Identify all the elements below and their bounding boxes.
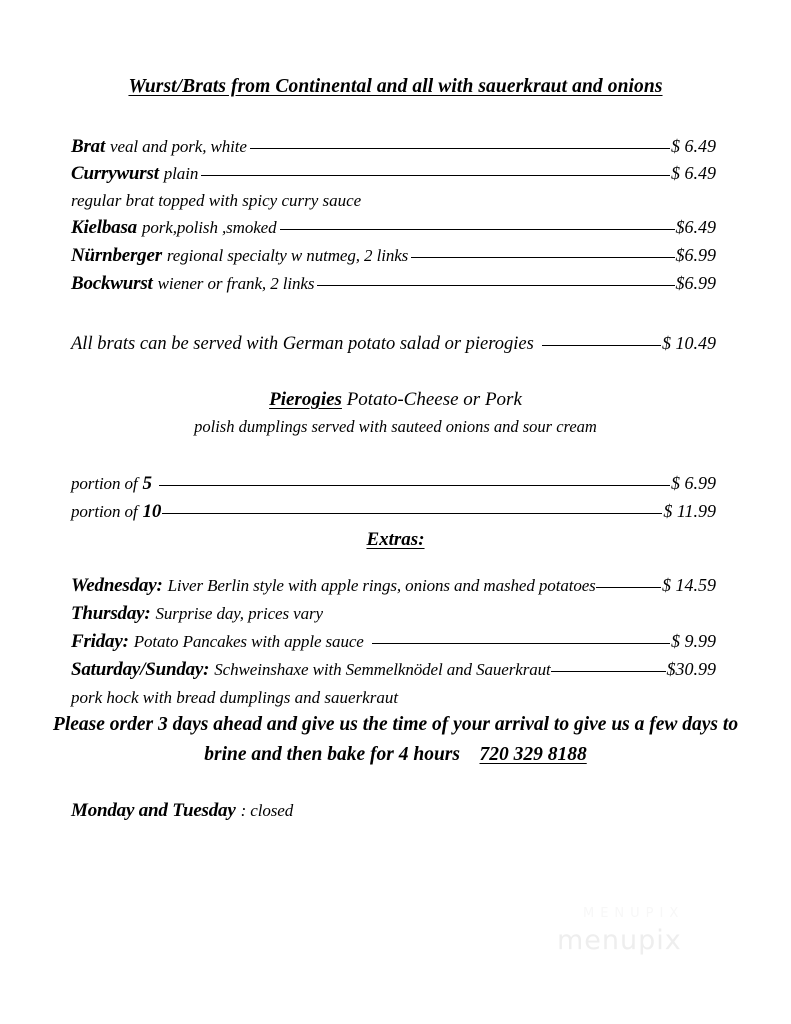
watermark-menupix: menupix <box>557 925 682 956</box>
menu-item-nurnberger <box>71 245 716 267</box>
extras-day: Friday: <box>71 631 129 652</box>
closing-line-2 <box>0 744 791 766</box>
extras-item-wednesday <box>71 575 716 597</box>
item-name: Currywurst <box>71 163 159 184</box>
pierogies-subnote-wrap <box>0 417 791 437</box>
all-brats-text: All brats can be served with German potato salad or pierogies <box>71 334 534 354</box>
pierogies-subnote: polish dumplings served with sauteed onions and sour cream <box>194 417 597 436</box>
extras-day: Wednesday: <box>71 575 163 596</box>
item-description: pork,polish ,smoked <box>141 218 277 237</box>
menu-item-kielbasa <box>71 217 716 239</box>
pierogies-heading <box>0 389 791 411</box>
item-description: veal and pork, white <box>110 137 247 156</box>
menu-item-currywurst <box>71 163 716 185</box>
page-title <box>0 76 791 98</box>
extras-description: Potato Pancakes with apple sauce <box>133 632 364 651</box>
leader-line <box>250 148 670 149</box>
item-price: $6.49 <box>675 217 716 237</box>
page-title-text: Wurst/Brats from Continental and all with sauerkraut and onions <box>128 76 663 97</box>
extras-description: Schweinshaxe with Semmelknödel and Sauerkraut <box>214 660 551 679</box>
portion-label: portion of <box>71 474 138 493</box>
item-name: Bockwurst <box>71 273 153 294</box>
closing-line-2-text: brine and then bake for 4 hours <box>204 744 460 765</box>
menu-item-bockwurst <box>71 273 716 295</box>
extras-heading: Extras: <box>366 529 425 550</box>
extras-item-thursday <box>71 603 323 625</box>
leader-line <box>159 485 670 486</box>
item-name: Kielbasa <box>71 217 137 238</box>
extras-price: $ 14.59 <box>662 575 716 595</box>
leader-line <box>162 513 662 514</box>
item-name: Nürnberger <box>71 245 162 266</box>
all-brats-row <box>71 333 716 355</box>
leader-line <box>201 175 670 176</box>
leader-line <box>542 345 661 346</box>
saturday-note: pork hock with bread dumplings and sauerkraut <box>71 688 399 707</box>
extras-heading-wrap <box>0 529 791 551</box>
item-description: wiener or frank, 2 links <box>157 274 315 293</box>
item-description: plain <box>163 164 199 183</box>
extras-price: $30.99 <box>666 659 716 679</box>
hours-line <box>71 800 293 822</box>
item-price: $6.99 <box>675 273 716 293</box>
extras-item-saturday-sunday <box>71 659 716 681</box>
extras-item-friday <box>71 631 716 653</box>
extras-day: Saturday/Sunday: <box>71 659 210 680</box>
pierogies-heading-bold: Pierogies <box>269 389 342 410</box>
phone-number[interactable]: 720 329 8188 <box>479 744 587 765</box>
extras-day: Thursday: <box>71 603 151 624</box>
currywurst-note: regular brat topped with spicy curry sauce <box>71 191 362 210</box>
item-description: regional specialty w nutmeg, 2 links <box>166 246 409 265</box>
portion-label: portion of <box>71 502 138 521</box>
hours-status: : closed <box>240 801 294 820</box>
leader-line <box>280 229 675 230</box>
item-price: $ 6.49 <box>671 163 716 183</box>
item-price: $ 6.49 <box>671 136 716 156</box>
leader-line <box>596 587 661 588</box>
closing-line-1: Please order 3 days ahead and give us the time of your arrival to give us a few days to <box>52 714 739 735</box>
extras-description: Surprise day, prices vary <box>155 604 323 623</box>
leader-line <box>411 257 674 258</box>
item-name: Brat <box>71 136 106 157</box>
extras-description: Liver Berlin style with apple rings, onions and mashed potatoes <box>167 576 596 595</box>
leader-line <box>317 285 674 286</box>
portion-of-10-row <box>71 501 716 523</box>
portion-count: 10 <box>142 501 162 522</box>
pierogies-heading-rest: Potato-Cheese or Pork <box>346 389 522 410</box>
portion-price: $ 6.99 <box>671 473 716 493</box>
extras-price: $ 9.99 <box>671 631 716 651</box>
hours-days: Monday and Tuesday <box>71 800 236 821</box>
item-price: $6.99 <box>675 245 716 265</box>
leader-line <box>372 643 670 644</box>
all-brats-price: $ 10.49 <box>662 333 716 353</box>
portion-price: $ 11.99 <box>663 501 716 521</box>
portion-of-5-row <box>71 473 716 495</box>
portion-count: 5 <box>142 473 152 494</box>
watermark-ghost: MENUPIX <box>583 906 685 921</box>
leader-line <box>551 671 666 672</box>
menu-item-brat <box>71 136 716 158</box>
